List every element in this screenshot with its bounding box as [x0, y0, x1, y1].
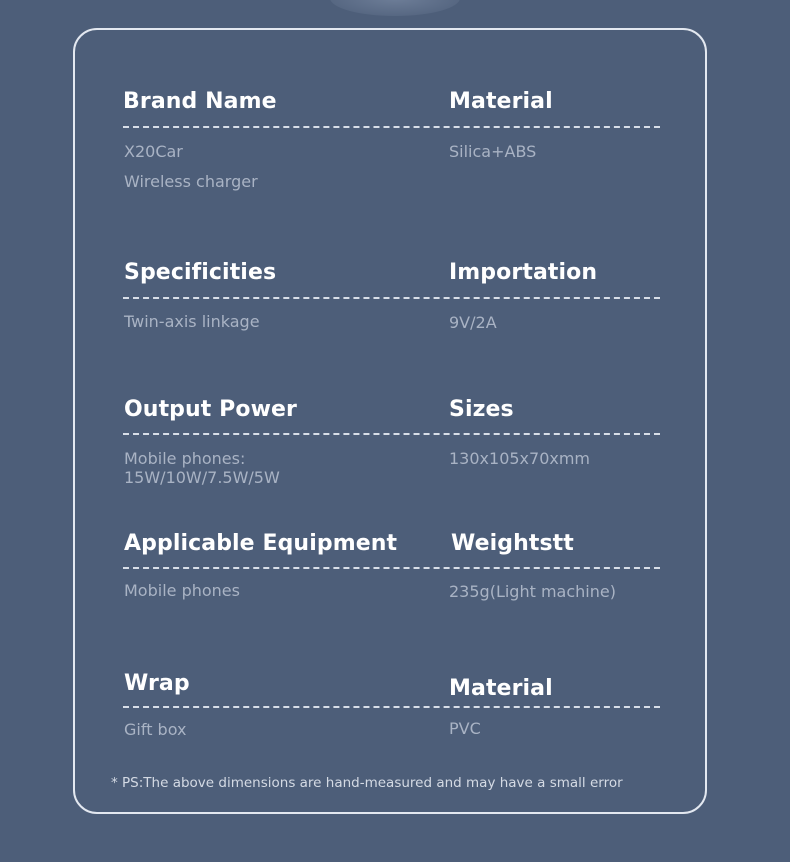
- material-value-2: PVC: [449, 719, 481, 738]
- applicable-equipment-label: Applicable Equipment: [124, 531, 398, 556]
- divider: [123, 706, 660, 708]
- divider: [123, 433, 660, 435]
- divider: [123, 126, 660, 128]
- applicable-equipment-value: Mobile phones: [124, 581, 240, 600]
- divider: [123, 297, 660, 299]
- sizes-value: 130x105x70xmm: [449, 449, 591, 468]
- specificities-value: Twin-axis linkage: [124, 312, 260, 331]
- divider: [123, 567, 660, 569]
- output-power-value: Mobile phones:: [124, 449, 246, 468]
- output-power-value-2: 15W/10W/7.5W/5W: [124, 468, 280, 487]
- sizes-label: Sizes: [449, 397, 514, 422]
- specificities-label: Specificities: [124, 260, 277, 285]
- brand-name-value: X20Car: [124, 142, 183, 161]
- material-label: Material: [449, 89, 553, 114]
- top-glow: [330, 0, 460, 16]
- footnote: * PS:The above dimensions are hand-measured and may have a small error: [111, 775, 623, 791]
- wrap-value: Gift box: [124, 720, 187, 739]
- importation-label: Importation: [449, 260, 598, 285]
- weight-value: 235g(Light machine): [449, 582, 616, 601]
- importation-value: 9V/2A: [449, 313, 497, 332]
- brand-name-value-2: Wireless charger: [124, 172, 258, 191]
- material-label-2: Material: [449, 676, 553, 701]
- output-power-label: Output Power: [124, 397, 297, 422]
- material-value: Silica+ABS: [449, 142, 537, 161]
- weight-label: Weightstt: [451, 531, 574, 556]
- wrap-label: Wrap: [124, 671, 190, 696]
- brand-name-label: Brand Name: [123, 89, 277, 114]
